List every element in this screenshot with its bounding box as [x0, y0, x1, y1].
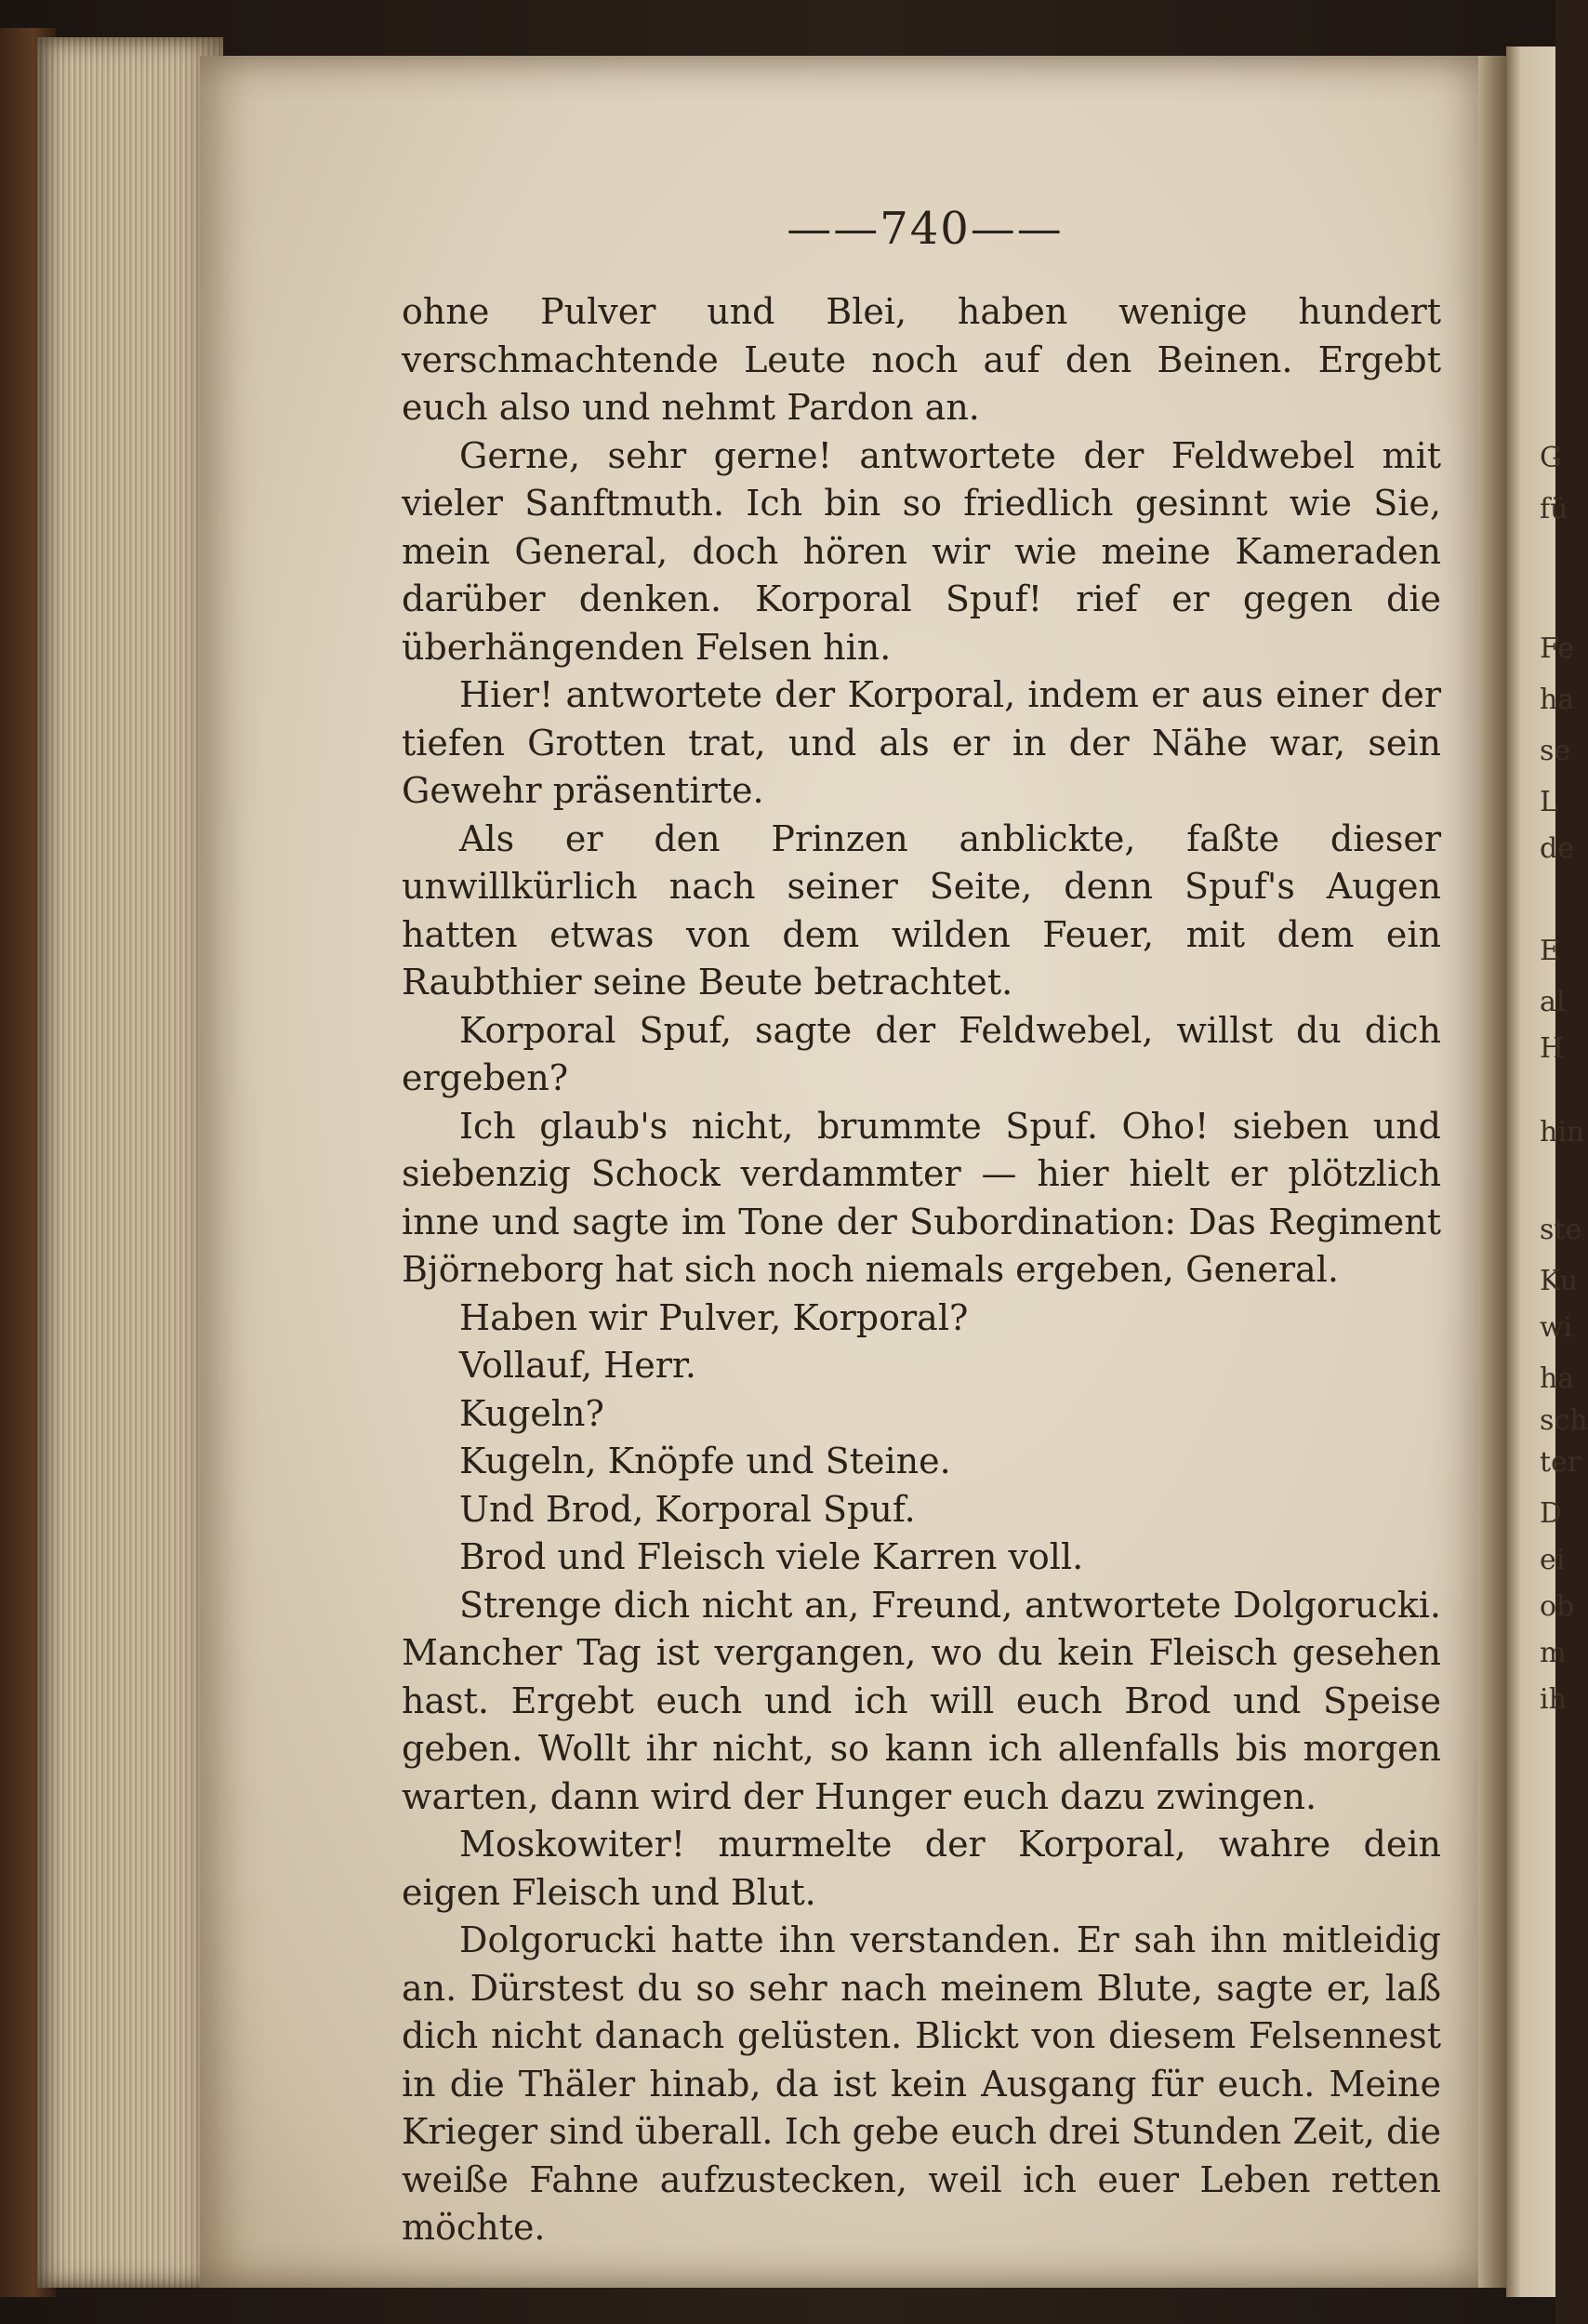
paragraph: Als er den Prinzen anblickte, faßte dieser unwillkürlich nach seiner Seite, denn Spuf's Augen hatten etwas von dem wilden Feuer, mit dem ein Raubthier seine Beute betrachtet. — [402, 817, 1441, 1003]
paragraph: ohne Pulver und Blei, haben wenige hundert verschmachtende Leute noch auf den Beinen. Ergebt euch also und nehmt Pardon an. — [402, 291, 1441, 428]
paragraph: Strenge dich nicht an, Freund, antwortete Dolgorucki. Mancher Tag ist vergangen, wo du kein Fleisch gesehen hast. Ergebt euch und ich will euch Brod und Speise geben. Wollt ihr nicht, so kann ich allenfalls bis morgen warten, dann wird der Hunger euch dazu zwingen. — [402, 1584, 1441, 1817]
paragraph: Vollauf, Herr. — [459, 1345, 696, 1386]
paragraph: Dolgorucki hatte ihn verstanden. Er sah ihn mitleidig an. Dürstest du so sehr nach meinem Blute, sagte er, laß dich nicht danach gelüsten. Blickt von diesem Felsennest in die Thäler hinab, da ist kein Ausgang für euch. Meine Krieger sind überall. Ich gebe euch drei Stunden Zeit, die weiße Fahne aufzustecken, weil ich euer Leben retten möchte. — [402, 1919, 1441, 2248]
next-page-fragment: L — [1540, 786, 1558, 818]
next-page-fragment: de — [1540, 832, 1574, 865]
paragraph: Gerne, sehr gerne! antwortete der Feldwebel mit vieler Sanftmuth. Ich bin so friedlich gesinnt wie Sie, mein General, doch hören wir wie meine Kameraden darüber denken. Korporal Spuf! rief er gegen die überhängenden Felsen hin. — [402, 434, 1441, 668]
next-page-fragment: ih — [1540, 1683, 1567, 1716]
paragraph: Hier! antwortete der Korporal, indem er aus einer der tiefen Grotten trat, und als er in der Nähe war, sein Gewehr präsentirte. — [402, 674, 1441, 811]
next-page-fragment: H — [1540, 1032, 1565, 1065]
next-page-fragment: ei — [1540, 1544, 1566, 1576]
next-page-fragment: se — [1540, 735, 1571, 767]
next-page-fragment: m — [1540, 1637, 1567, 1669]
next-page-fragment: ob — [1540, 1590, 1575, 1623]
next-page-fragment: ha — [1540, 1362, 1575, 1395]
page-gutter — [1478, 56, 1506, 2288]
page-number: ——740—— — [787, 203, 1064, 255]
page-edge-stack — [37, 37, 223, 2288]
paragraph: Brod und Fleisch viele Karren voll. — [459, 1536, 1084, 1577]
next-page-fragment: Ku — [1540, 1265, 1579, 1297]
paragraph: Kugeln, Knöpfe und Steine. — [459, 1441, 951, 1481]
next-page-fragment: fü — [1540, 493, 1568, 525]
page-text — [402, 288, 1441, 2252]
next-page-fragment: E — [1540, 935, 1560, 967]
paragraph: Moskowiter! murmelte der Korporal, wahre dein eigen Fleisch und Blut. — [402, 1824, 1441, 1913]
next-page-fragment: ter — [1540, 1446, 1581, 1479]
next-page-fragment: hin — [1540, 1116, 1585, 1149]
next-page-fragment: wi — [1540, 1311, 1573, 1344]
paragraph: Korporal Spuf, sagte der Feldwebel, willst du dich ergeben? — [402, 1009, 1441, 1098]
next-page-fragment: Fe — [1540, 632, 1574, 665]
paragraph: Kugeln? — [459, 1392, 604, 1434]
next-page-fragment: G — [1540, 442, 1562, 474]
paragraph: Haben wir Pulver, Korporal? — [459, 1296, 969, 1338]
paragraph: Und Brod, Korporal Spuf. — [459, 1488, 916, 1530]
next-page-fragment: D — [1540, 1497, 1563, 1530]
next-page-fragment: ha — [1540, 684, 1575, 716]
next-page-fragment: sch — [1540, 1404, 1588, 1437]
paragraph: Ich glaub's nicht, brummte Spuf. Oho! sieben und siebenzig Schock verdammter — hier hielt er plötzlich inne und sagte im Tone der Subordination: Das Regiment Björneborg hat sich noch niemals ergeben, General. — [402, 1105, 1441, 1290]
next-page-fragment: al — [1540, 986, 1566, 1018]
next-page-sliver — [1506, 46, 1588, 2297]
next-page-fragment: ste — [1540, 1214, 1582, 1246]
